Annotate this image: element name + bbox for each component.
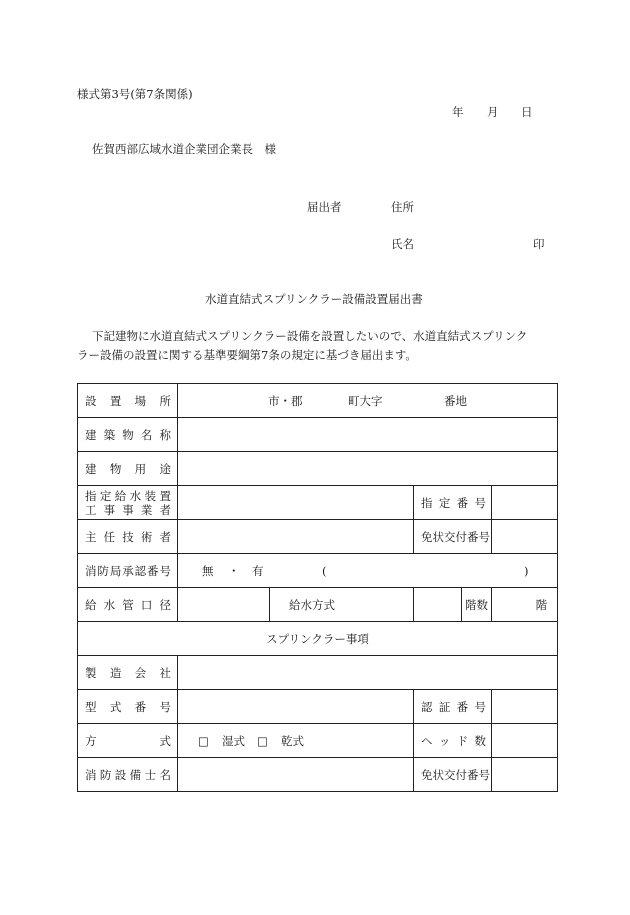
fire-engineer-cell[interactable] [178, 758, 414, 792]
date-year: 年 [452, 105, 464, 119]
manufacturer-label: 製 造 会 社 [78, 656, 178, 690]
cert-label: 認 証 番 号 [414, 690, 492, 724]
license-no-cell[interactable] [492, 520, 558, 554]
fire-approval-yes: 有 [252, 563, 264, 578]
row-fire-engineer [78, 758, 558, 792]
sprinkler-section-heading: スプリンクラー事項 [78, 622, 558, 656]
location-cell[interactable] [178, 384, 558, 418]
pipe-label: 給 水 管 口 径 [78, 588, 178, 622]
license-no-label: 免 状 交 付 番 号 [414, 520, 492, 554]
building-use-cell[interactable] [178, 452, 558, 486]
location-label-text: 設 置 場 所 [85, 393, 171, 408]
applicant-label: 届出者 [307, 200, 342, 214]
row-contractor [78, 486, 558, 520]
fire-engineer-label: 消 防 設 備 士 名 [78, 758, 178, 792]
building-name-cell[interactable] [178, 418, 558, 452]
document-title: 水道直結式スプリンクラー設備設置届出書 [205, 292, 423, 306]
location-town: 町大字 [348, 393, 383, 408]
designated-no-cell[interactable] [492, 486, 558, 520]
notification-form-table [77, 383, 558, 792]
license-no-label-2: 免 状 交 付 番 号 [414, 758, 492, 792]
body-line-2: ラー設備の設置に関する基準要綱第7条の規定に基づき届出ます。 [77, 348, 417, 362]
location-lot: 番地 [444, 393, 467, 408]
fire-approval-open-paren: ( [322, 563, 327, 578]
row-sprinkler-section [78, 622, 558, 656]
row-manufacturer [78, 656, 558, 690]
seal-mark: 印 [533, 237, 545, 251]
body-line-1: 下記建物に水道直結式スプリンクラー設備を設置したいので、水道直結式スプリンク [92, 329, 528, 343]
date-day: 日 [521, 105, 533, 119]
location-city: 市・郡 [268, 393, 303, 408]
cert-cell[interactable] [492, 690, 558, 724]
row-pipe [78, 588, 558, 622]
location-label [78, 384, 178, 418]
floors-cell[interactable] [492, 588, 558, 622]
name-label: 氏名 [391, 237, 414, 251]
heads-label: ヘ ッ ド 数 [414, 724, 492, 758]
addressee: 佐賀西部広域水道企業団企業長 様 [92, 142, 276, 156]
engineer-cell[interactable] [178, 520, 414, 554]
row-engineer [78, 520, 558, 554]
fire-approval-none: 無 [202, 563, 214, 578]
fire-approval-dot: ・ [228, 563, 240, 578]
wet-checkbox[interactable]: □ [198, 733, 209, 748]
building-name-label: 建 築 物 名 称 [78, 418, 178, 452]
supply-method-cell[interactable] [414, 588, 462, 622]
wet-label: 湿式 [222, 733, 245, 748]
model-label: 型 式 番 号 [78, 690, 178, 724]
method-label: 方 式 [78, 724, 178, 758]
heads-cell[interactable] [492, 724, 558, 758]
engineer-label: 主 任 技 術 者 [78, 520, 178, 554]
form-number: 様式第3号(第7条関係) [77, 87, 193, 101]
row-method [78, 724, 558, 758]
contractor-cell[interactable] [178, 486, 414, 520]
address-label: 住所 [391, 200, 414, 214]
row-fire-approval [78, 554, 558, 588]
dry-label: 乾式 [281, 733, 304, 748]
model-cell[interactable] [178, 690, 414, 724]
dry-checkbox[interactable]: □ [257, 733, 268, 748]
method-cell [178, 724, 414, 758]
floor-unit: 階 [535, 597, 548, 612]
license-no-cell-2[interactable] [492, 758, 558, 792]
floors-label: 階数 [462, 588, 492, 622]
pipe-cell[interactable] [178, 588, 270, 622]
date-month: 月 [487, 105, 499, 119]
fire-approval-cell[interactable] [178, 554, 558, 588]
row-location [78, 384, 558, 418]
manufacturer-cell[interactable] [178, 656, 558, 690]
designated-no-label: 指 定 番 号 [414, 486, 492, 520]
contractor-label: 指 定 給 水 装 置 工 事 事 業 者 [78, 486, 178, 520]
building-use-label: 建 物 用 途 [78, 452, 178, 486]
fire-approval-close-paren: ) [524, 563, 529, 578]
row-building-name [78, 418, 558, 452]
row-model [78, 690, 558, 724]
supply-method-label: 給水方式 [270, 588, 414, 622]
fire-approval-label: 消 防 局 承 認 番 号 [78, 554, 178, 588]
row-building-use [78, 452, 558, 486]
